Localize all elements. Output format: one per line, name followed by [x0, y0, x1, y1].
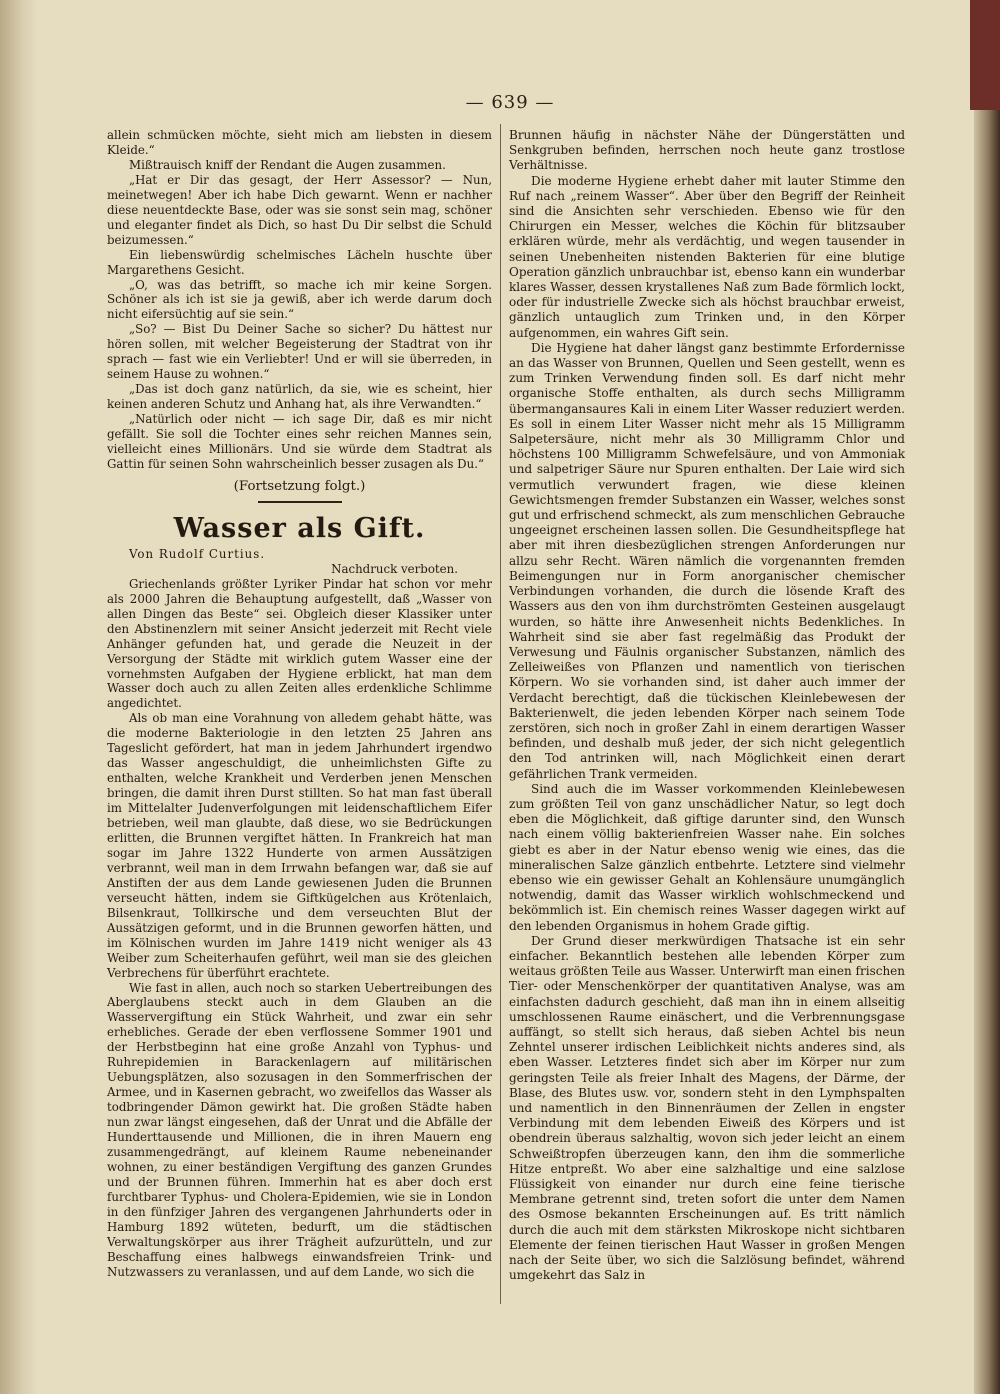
story-paragraph: „Das ist doch ganz natürlich, da sie, wie es scheint, hier keinen anderen Schutz und Anhang hat, als ihre Verwandten.“ — [107, 382, 492, 412]
story-paragraph: Mißtrauisch kniff der Rendant die Augen zusammen. — [129, 157, 446, 172]
story-paragraph: allein schmücken möchte, sieht mich am liebsten in diesem Kleide.“ — [107, 128, 492, 157]
continuation-note: (Fortsetzung folgt.) — [233, 478, 366, 494]
right-column — [509, 128, 905, 1283]
left-column — [107, 128, 492, 1280]
article-paragraph: Die Hygiene hat daher längst ganz bestimmte Erfordernisse an das Wasser von Brunnen, Quellen und Seen gestellt, wenn es zum Trinken Verwendung finden soll. Es darf nicht mehr organische Stoffe enthalten, als durch sechs Milligramm übermangansaures Kali in einem Liter Wasser reduziert werden. Es soll in einem Liter Wasser nicht mehr als 15 Milligramm Salpetersäure, nicht mehr als 30 Milligramm Chlor und höchstens 100 Milligramm Schwefelsäure, und von Ammoniak und salpetriger Säure nur Spuren enthalten. Der Laie wird sich vermutlich verwundert fragen, wie diese kleinen Gewichtsmengen fremder Substanzen ein Wasser, welches sonst gut und erfrischend schmeckt, als zum menschlichen Gebrauche ungeeignet erscheinen lassen sollen. Die Gesundheitspflege hat aber mit ihren diesbezüglichen strengen Anforderungen nur allzu sehr Recht. Wären nämlich die vorgenannten fremden Beimengungen nur in Form anorganischer chemischer Verbindungen vorhanden, die durch die lösende Kraft des Wassers aus den von ihm durchströmten Gesteinen ausgelaugt wurden, so hätte ihre Anwesenheit nichts Bedenkliches. In Wahrheit sind sie aber fast regelmäßig das Produkt der Verwesung und Fäulnis organischer Substanzen, nämlich des Zelleiweißes von Pflanzen und namentlich von tierischen Körpern. Wo sie vorhanden sind, ist daher auch immer der Verdacht berechtigt, daß die tückischen Kleinlebewesen der Bakterienwelt, die jeden lebenden Körper nach seinem Tode zerstören, sich noch in großer Zahl in einem derartigen Wasser befinden, und deshalb muß jeder, der sich nicht gelegentlich den Tod antrinken will, nach Möglichkeit einen derart gefährlichen Trank vermeiden. — [509, 340, 905, 781]
section-divider — [258, 501, 342, 503]
story-paragraph: „Hat er Dir das gesagt, der Herr Assessor? — Nun, meinetwegen! Aber ich habe Dich gewarnt. Wenn er nachher diese neuentdeckte Base, oder was sie sonst sein mag, schöner und eleganter findet als Dich, so hast Du Dir selbst die Schuld beizumessen.“ — [107, 172, 492, 247]
page-number: — 639 — — [465, 92, 555, 113]
article-title: Wasser als Gift. — [173, 512, 426, 544]
article-paragraph: Als ob man eine Vorahnung von alledem gehabt hätte, was die moderne Bakteriologie in den letzten 25 Jahren ans Tageslicht gefördert, hat man in jedem Jahrhundert irgendwo das Wasser angeschuldigt, die unheimlichsten Gifte zu enthalten, welche Krankheit und Verderben jenen Menschen bringen, die damit ihren Durst stillten. So hat man fast überall im Mittelalter Judenverfolgungen mit leidenschaftlichem Eifer betrieben, weil man glaubte, daß diese, wo sie Bedrückungen erlitten, die Brunnen vergiftet hätten. In Frankreich hat man sogar im Jahre 1322 Hunderte von armen Aussätzigen verbrannt, weil man in dem Irrwahn befangen war, daß sie auf Anstiften der aus dem Lande gewiesenen Juden die Brunnen verseucht hätten, indem sie Giftkügelchen aus Krötenlaich, Bilsenkraut, Tollkirsche und dem verseuchten Blut der Aussätzigen geformt, und in die Brunnen geworfen hätten, und im Kölnischen wurden im Jahre 1419 nicht weniger als 43 Weiber zum Scheiterhaufen geführt, weil man sie des gleichen Verbrechens für überführt erachtete. — [107, 711, 492, 980]
book-spine-strip — [970, 0, 1000, 110]
byline: Von Rudolf Curtius. — [129, 546, 266, 561]
article-paragraph: Der Grund dieser merkwürdigen Thatsache ist ein sehr einfacher. Bekanntlich bestehen alle lebenden Körper zum weitaus größten Teile aus Wasser. Unterwirft man einen frischen Tier- oder Menschenkörper der quantitativen Analyse, was am einfachsten dadurch geschieht, daß man ihn in einem allseitig umschlossenen Raume einäschert, und die Verbrennungsgase auffängt, so stellt sich heraus, daß sieben Achtel bis neun Zehntel unserer irdischen Leiblichkeit nichts anderes sind, als eben Wasser. Letzteres findet sich aber im Körper nur zum geringsten Teile als freier Inhalt des Magens, der Därme, der Blase, des Blutes usw. vor, sondern steht in den Lymphspalten und namentlich in den Binnenräumen der Zellen in engster Verbindung mit dem lebenden Eiweiß des Körpers und ist obendrein überaus salzhaltig, wovon sich jeder leicht an einem Schweißtropfen überzeugen kann, den ihm die sommerliche Hitze entpreßt. Wo aber eine salzhaltige und eine salzlose Flüssigkeit von einander nur durch eine feine tierische Membrane getrennt sind, treten sofort die unter dem Namen des Osmose bekannten Erscheinungen auf. Es tritt nämlich durch die auch mit dem stärksten Mikroskope nicht sichtbaren Elemente der feinen tierischen Haut Wasser in großen Mengen nach der Seite über, wo sich die Salzlösung befindet, während umgekehrt das Salz in — [509, 933, 905, 1283]
article-paragraph: Sind auch die im Wasser vorkommenden Kleinlebewesen zum größten Teil von ganz unschädlicher Natur, so legt doch eben die Möglichkeit, daß giftige darunter sind, den Wunsch nach einem völlig bakterienfreien Wasser nahe. Ein solches giebt es aber in der Natur ebenso wenig wie eines, das die mineralischen Salze gänzlich entbehrte. Letztere sind vielmehr ebenso wie ein gewisser Gehalt an Kohlensäure unumgänglich notwendig, damit das Wasser wirklich wohlschmeckend und bekömmlich ist. Ein chemisch reines Wasser dagegen wirkt auf den lebenden Organismus in hohem Grade giftig. — [509, 781, 905, 933]
book-edge — [974, 0, 1000, 1394]
article-paragraph: Wie fast in allen, auch noch so starken Uebertreibungen des Aberglaubens steckt auch in dem Glauben an die Wasservergiftung ein Stück Wahrheit, und zwar ein sehr erhebliches. Gerade der eben verflossene Sommer 1901 und der Herbstbeginn hat eine große Anzahl von Typhus- und Ruhrepidemien in Barackenlagern auf militärischen Uebungsplätzen, also sozusagen in den Sommerfrischen der Armee, und in Kasernen gebracht, wo zweifellos das Wasser als todbringender Dämon gewirkt hat. Die großen Städte haben nun zwar längst eingesehen, daß der Unrat und die Abfälle der Hunderttausende und Millionen, die in ihren Mauern eng zusammengedrängt, auf kleinem Raume nebeneinander wohnen, zu einer beständigen Vergiftung des ganzen Grundes und der Brunnen führen. Immerhin hat es aber doch erst furchtbarer Typhus- und Cholera-Epidemien, wie sie in London in den fünfziger Jahren des vergangenen Jahrhunderts oder in Hamburg 1892 wüteten, bedurft, um die städtischen Verwaltungskörper aus ihrer Trägheit aufzurütteln, und zur Beschaffung eines halbwegs einwandsfreien Trink- und Nutzwassers zu veranlassen, und auf dem Lande, wo sich die — [107, 980, 492, 1279]
page-gutter-shadow — [0, 0, 38, 1394]
story-paragraph: Ein liebenswürdig schelmisches Lächeln huschte über Margarethens Gesicht. — [107, 247, 492, 277]
story-paragraph: „Natürlich oder nicht — ich sage Dir, daß es mir nicht gefällt. Sie soll die Tochter eines sehr reichen Mannes sein, vielleicht eines Millionärs. Und sie würde dem Stadtrat als Gattin für seinen Sohn wahrscheinlich besser zusagen als Du.“ — [107, 412, 492, 471]
story-paragraph: „O, was das betrifft, so mache ich mir keine Sorgen. Schöner als ich ist sie ja gewiß, aber ich werde darum doch nicht eifersüchtig auf sie sein.“ — [107, 277, 492, 322]
column-rule — [500, 124, 501, 1304]
article-paragraph: Brunnen häufig in nächster Nähe der Düngerstätten und Senkgruben befinden, herrschen noch heute ganz trostlose Verhältnisse. — [509, 128, 905, 173]
story-paragraph: „So? — Bist Du Deiner Sache so sicher? Du hättest nur hören sollen, mit welcher Begeisterung der Stadtrat von ihr sprach — fast wie ein Verliebter! Und er will sie überreden, in seinem Hause zu wohnen.“ — [107, 322, 492, 382]
article-paragraph: Die moderne Hygiene erhebt daher mit lauter Stimme den Ruf nach „reinem Wasser“. Aber über den Begriff der Reinheit sind die Ansichten sehr verschieden. Ebenso wie für den Chirurgen ein Messer, welches die Köchin für blitzsauber erklären würde, mehr als verdächtig, und wegen tausender in seinen Unebenheiten nistenden Bakterien für eine blutige Operation gänzlich unbrauchbar ist, ebenso kann ein wunderbar klares Wasser, dessen krystallenes Naß zum Bade förmlich lockt, oder für industrielle Zwecke sich als höchst brauchbar erweist, gänzlich untauglich zum Trinken und, in den Körper aufgenommen, ein wahres Gift sein. — [509, 173, 905, 340]
reprint-notice: Nachdruck verboten. — [331, 561, 458, 576]
article-paragraph: Griechenlands größter Lyriker Pindar hat schon vor mehr als 2000 Jahren die Behauptung aufgestellt, daß „Wasser von allen Dingen das Beste“ sei. Obgleich dieser Klassiker unter den Abstinenzlern mit seiner Ansicht jederzeit mit Recht viele Anhänger gefunden hat, und gerade die Neuzeit in der Versorgung der Städte mit wirklich gutem Wasser eine der vornehmsten Aufgaben der Hygiene erblickt, hat man dem Wasser doch auch zu allen Zeiten alles erdenkliche Schlimme angedichtet. — [107, 576, 492, 711]
